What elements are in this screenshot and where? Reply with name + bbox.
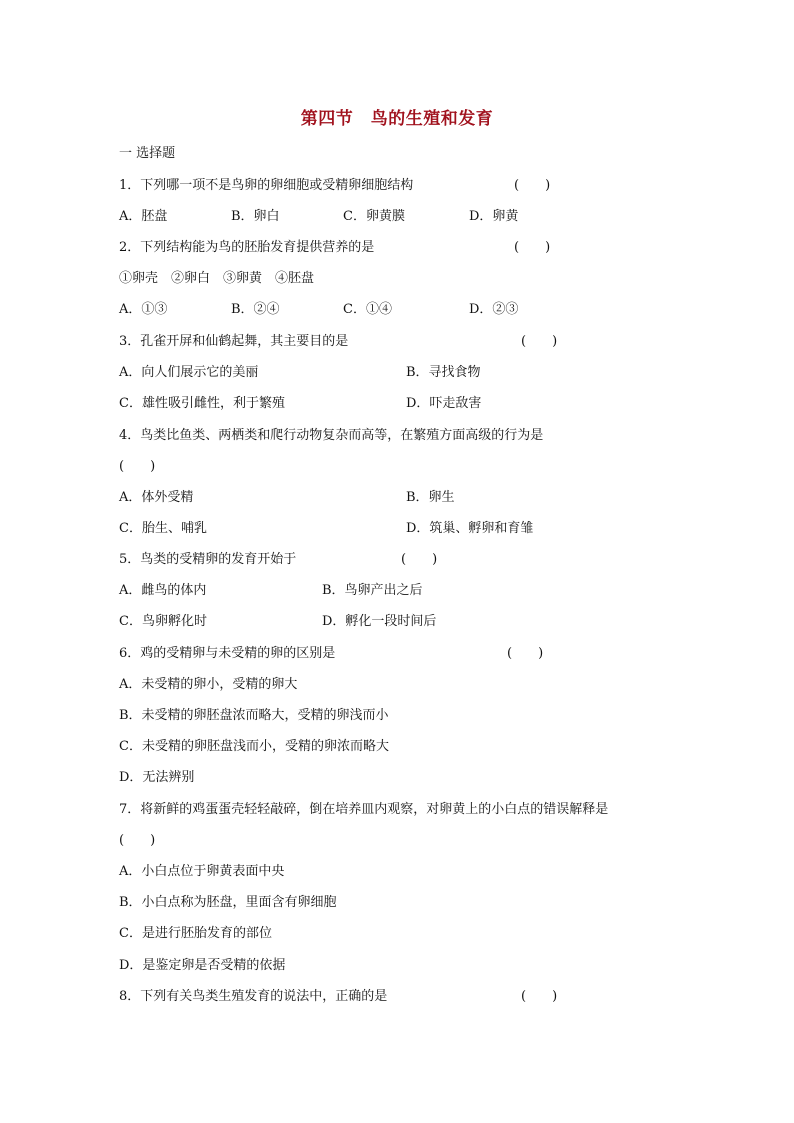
section-heading: 一 选择题 <box>119 146 176 161</box>
question-3-option-c: C．雄性吸引雌性，利于繁殖 <box>119 396 285 411</box>
page-title: 第四节 鸟的生殖和发育 <box>300 109 494 129</box>
question-4-option-c: C．胎生、哺乳 <box>119 521 207 536</box>
question-2-stem: 2．下列结构能为鸟的胚胎发育提供营养的是 <box>119 240 375 255</box>
question-8-stem: 8．下列有关鸟类生殖发育的说法中，正确的是 <box>119 989 388 1004</box>
question-6-answer-blank: ( ) <box>507 646 544 661</box>
question-2-answer-blank: ( ) <box>514 240 551 255</box>
question-5-option-c: C．鸟卵孵化时 <box>119 614 207 629</box>
question-6-option-c: C．未受精的卵胚盘浅而小，受精的卵浓而略大 <box>119 739 389 754</box>
question-1-option-a: A．胚盘 <box>119 209 168 224</box>
question-6-stem: 6．鸡的受精卵与未受精的卵的区别是 <box>119 646 336 661</box>
question-1-answer-blank: ( ) <box>514 178 551 193</box>
question-6-option-a: A．未受精的卵小，受精的卵大 <box>119 677 298 692</box>
question-1-option-c: C．卵黄膜 <box>343 209 405 224</box>
question-4-option-a: A．体外受精 <box>119 490 194 505</box>
question-4-option-d: D．筑巢、孵卵和育雏 <box>406 521 534 536</box>
question-3-option-a: A．向人们展示它的美丽 <box>119 365 259 380</box>
question-5-option-a: A．雌鸟的体内 <box>119 583 207 598</box>
question-5-answer-blank: ( ) <box>401 552 438 567</box>
question-2-option-a: A．①③ <box>119 302 168 317</box>
question-7-option-a: A．小白点位于卵黄表面中央 <box>119 864 285 879</box>
question-2-items: ①卵壳 ②卵白 ③卵黄 ④胚盘 <box>119 271 315 286</box>
question-7-answer-blank: ( ) <box>119 833 156 848</box>
question-5-stem: 5．鸟类的受精卵的发育开始于 <box>119 552 297 567</box>
question-2-option-b: B．②④ <box>231 302 280 317</box>
question-1-option-b: B．卵白 <box>231 209 280 224</box>
question-7-option-c: C．是进行胚胎发育的部位 <box>119 926 272 941</box>
question-1-stem: 1．下列哪一项不是鸟卵的卵细胞或受精卵细胞结构 <box>119 178 414 193</box>
question-3-stem: 3．孔雀开屏和仙鹤起舞，其主要目的是 <box>119 334 349 349</box>
question-3-answer-blank: ( ) <box>521 334 558 349</box>
question-7-stem: 7．将新鲜的鸡蛋蛋壳轻轻敲碎，倒在培养皿内观察，对卵黄上的小白点的错误解释是 <box>119 802 609 817</box>
question-2-option-d: D．②③ <box>469 302 519 317</box>
question-4-stem: 4．鸟类比鱼类、两栖类和爬行动物复杂而高等，在繁殖方面高级的行为是 <box>119 428 544 443</box>
question-1-option-d: D．卵黄 <box>469 209 519 224</box>
question-3-option-d: D．吓走敌害 <box>406 396 482 411</box>
question-7-option-d: D．是鉴定卵是否受精的依据 <box>119 958 286 973</box>
question-3-option-b: B．寻找食物 <box>406 365 481 380</box>
question-7-option-b: B．小白点称为胚盘，里面含有卵细胞 <box>119 895 337 910</box>
question-4-option-b: B．卵生 <box>406 490 455 505</box>
question-6-option-d: D．无法辨别 <box>119 770 195 785</box>
question-8-answer-blank: ( ) <box>521 989 558 1004</box>
question-6-option-b: B．未受精的卵胚盘浓而略大，受精的卵浅而小 <box>119 708 389 723</box>
question-2-option-c: C．①④ <box>343 302 392 317</box>
question-5-option-d: D．孵化一段时间后 <box>322 614 437 629</box>
question-4-answer-blank: ( ) <box>119 459 156 474</box>
question-5-option-b: B．鸟卵产出之后 <box>322 583 423 598</box>
